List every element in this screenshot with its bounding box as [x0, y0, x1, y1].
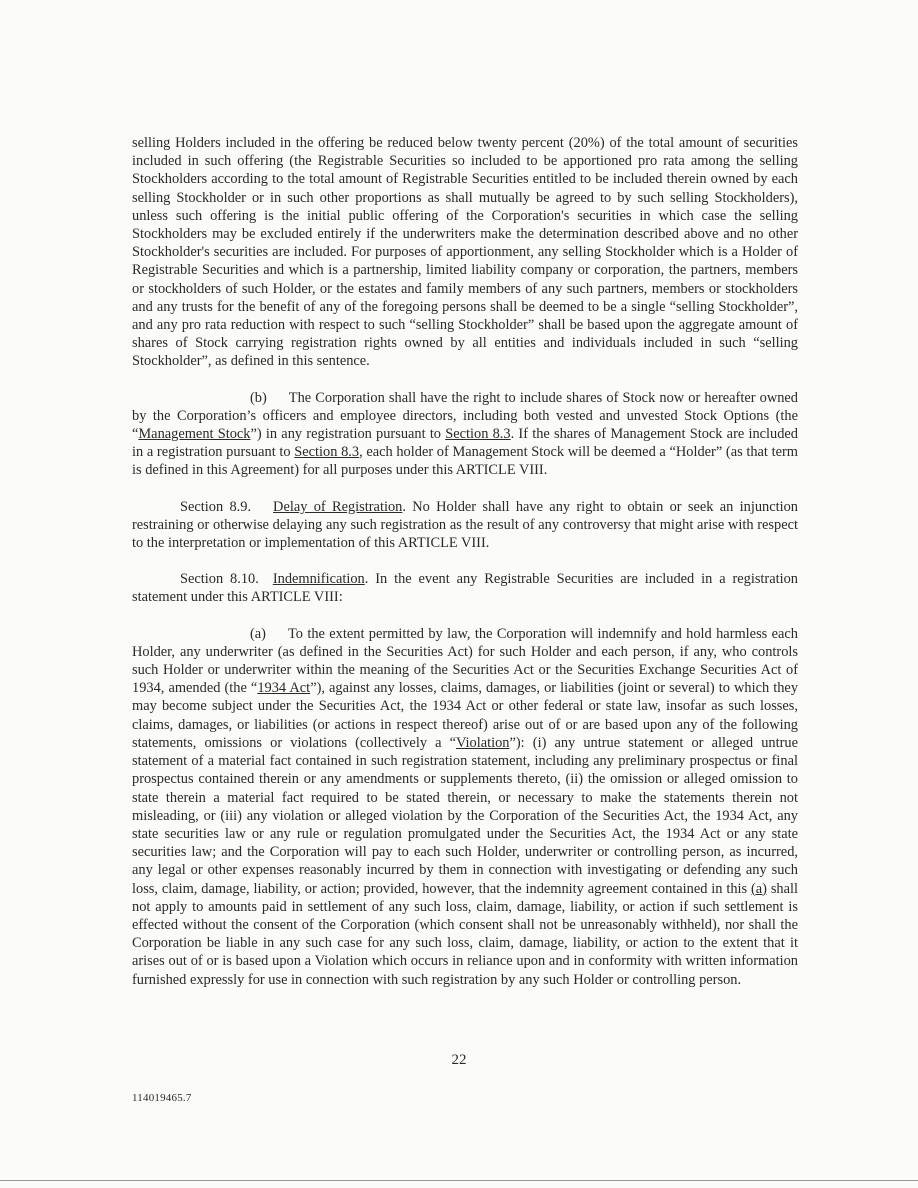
paragraph-a-text-2: ”), against any losses, claims, damages, or liabilities (joint or several) to which they may become subject under the Securities Act, the 1934 Act or other federal or state law, insofar as such losses, claims, damages, or liabilities (or actions in respect thereof) arise out of or are based upon any of the following statements, omissions or violations (collectively a “	[132, 680, 799, 751]
section-8-9-text: . No Holder shall have any right to obtain or seek an injunction restraining or otherwise delaying any such registration as the result of any controversy that might arise with respect to the interpretation or implementation of this ARTICLE VIII.	[132, 498, 798, 552]
document-body	[132, 134, 798, 1007]
paragraph-a-label: (a)	[250, 625, 266, 642]
document-id: 114019465.7	[132, 1092, 192, 1104]
section-8-10	[132, 570, 798, 606]
paragraph-b-text-4: , each holder of Management Stock will be deemed a “Holder” (as that term is defined in this Agreement) for all purposes under this ARTICLE VIII.	[132, 444, 798, 479]
term-violation: Violation	[456, 734, 510, 751]
term-1934-act: 1934 Act	[257, 680, 311, 697]
section-8-10-heading: Indemnification	[272, 571, 365, 588]
paragraph-a-reference: (a)	[750, 880, 767, 897]
paragraph-b-label: (b)	[250, 389, 267, 406]
scan-edge-line	[0, 1180, 918, 1181]
paragraph-a	[132, 625, 798, 989]
paragraph-a-text-3: ”): (i) any untrue statement or alleged untrue statement of a material fact contained in such registration statement, including any preliminary prospectus or final prospectus contained therein or any amendments or supplements thereto, (ii) the omission or alleged omission to state therein a material fact required to be stated therein, or necessary to make the statements therein not misleading, or (iii) any violation or alleged violation by the Corporation of the Securities Act, the 1934 Act, any state securities law or any rule or regulation promulgated under the Securities Act, the 1934 Act or any state securities law; and the Corporation will pay to each such Holder, underwriter or controlling person, as incurred, any legal or other expenses reasonably incurred by them in connection with investigating or defending any such loss, claim, damage, liability, or action; provided, however, that the indemnity agreement contained in this	[132, 734, 798, 897]
paragraph-1-text: selling Holders included in the offering be reduced below twenty percent (20%) of the total amount of securities included in such offering (the Registrable Securities so included to be apportioned pro rata among the selling Stockholders according to the total amount of Registrable Securities entitled to be included therein owned by each selling Stockholder or in such other proportions as shall mutually be agreed to by such selling Stockholders), unless such offering is the initial public offering of the Corporation's securities in which case the selling Stockholders may be excluded entirely if the underwriters make the determination described above and no other Stockholder's securities are included. For purposes of apportionment, any selling Stockholder which is a Holder of Registrable Securities and which is a partnership, limited liability company or corporation, the partners, members or stockholders of such Holder, or the estates and family members of any such partners, members or stockholders and any trusts for the benefit of any of the foregoing persons shall be deemed to be a single “selling Stockholder”, and any pro rata reduction with respect to such “selling Stockholder” shall be based upon the aggregate amount of shares of Stock carrying registration rights owned by all entities and individuals included in such “selling Stockholder”, as defined in this sentence.	[132, 135, 798, 370]
section-8-3-reference-2: Section 8.3	[294, 444, 360, 461]
management-stock-term: Management Stock	[138, 426, 251, 443]
paragraph-b-text-3: . If the shares of Management Stock are included in a registration pursuant to	[132, 426, 799, 461]
paragraph-continuation	[132, 134, 798, 371]
paragraph-a-text-1: To the extent permitted by law, the Corporation will indemnify and hold harmless each Holder, any underwriter (as defined in the Securities Act) for such Holder and each person, if any, who controls such Holder or underwriter within the meaning of the Securities Act or the Securities Exchange Securities Act of 1934, amended (the “	[132, 625, 798, 697]
paragraph-b-text-1: The Corporation shall have the right to include shares of Stock now or hereafter owned by the Corporation’s officers and employee directors, including both vested and unvested Stock Options (the “	[132, 389, 798, 443]
paragraph-b-text-2: ”) in any registration pursuant to	[250, 426, 446, 443]
section-8-9-number: Section 8.9.	[180, 498, 252, 515]
paragraph-b	[132, 389, 798, 480]
section-8-9	[132, 498, 798, 553]
section-8-9-heading: Delay of Registration	[273, 498, 403, 515]
section-8-10-text: . In the event any Registrable Securities are included in a registration statement under this ARTICLE VIII:	[132, 571, 798, 606]
page-number: 22	[451, 1052, 467, 1068]
paragraph-a-text-4: shall not apply to amounts paid in settlement of any such loss, claim, damage, liability, or action if such settlement is effected without the consent of the Corporation (which consent shall not be unreasonably withheld), nor shall the Corporation be liable in any such case for any such loss, claim, damage, liability, or action to the extent that it arises out of or is based upon a Violation which occurs in reliance upon and in conformity with written information furnished expressly for use in connection with such registration by any such Holder or controlling person.	[132, 880, 799, 988]
section-8-3-reference: Section 8.3	[445, 426, 511, 443]
section-8-10-number: Section 8.10.	[180, 571, 259, 588]
